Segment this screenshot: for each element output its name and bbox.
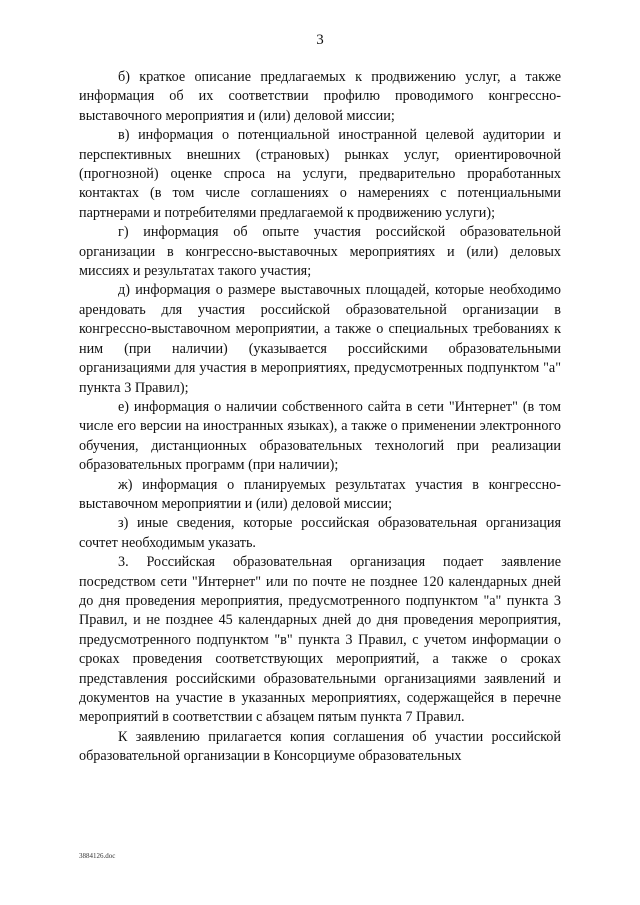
paragraph-e-website-info: е) информация о наличии собственного сайта в сети "Интернет" (в том числе его версии на иностранных языках), а также о применении электронного обучения, дистанционных образовательных технологий при реализации образовательных программ (при наличии); [79,398,561,474]
paragraph-d-exhibition-space: д) информация о размере выставочных площадей, которые необходимо арендовать для участия российской образовательной организации в конгрессно-выставочном мероприятии, а также о специальных требованиях к ним (при наличии) (указывается российскими образовательными организациями для участия в мероприятиях, предусмотренных подпунктом "а" пункта 3 Правил); [79,282,561,396]
document-body [79,68,561,767]
paragraph-3-application-submission: 3. Российская образовательная организация подает заявление посредством сети "Интернет" или по почте не позднее 120 календарных дней до дня проведения мероприятия, предусмотренного подпунктом "а" пункта 3 Правил, и не позднее 45 календарных дней до дня проведения мероприятия, предусмотренного подпунктом "в" пункта 3 Правил, с учетом информации о сроках проведения соответствующих мероприятий, а также о сроках представления российскими образовательными организациями заявлений и документов на участие в указанных мероприятиях, содержащейся в перечне мероприятий в соответствии с абзацем пятым пункта 7 Правил. [79,554,561,726]
page-number: 3 [316,32,324,48]
paragraph-v-target-audience: в) информация о потенциальной иностранной целевой аудитории и перспективных внешних (страновых) рынках услуг, ориентировочной (прогнозной) оценке спроса на услуги, предварительно проработанных контактах (в том числе соглашениях о намерениях с потенциальными партнерами и потребителями предлагаемой к продвижению услуги); [79,127,561,221]
paragraph-g-participation-experience: г) информация об опыте участия российской образовательной организации в конгрессно-выставочных мероприятиях и (или) деловых миссиях и результатах такого участия; [79,224,561,280]
paragraph-b-service-description: б) краткое описание предлагаемых к продвижению услуг, а также информация об их соответствии профилю проводимого конгрессно-выставочного мероприятия и (или) деловой миссии; [79,69,561,124]
paragraph-zh-planned-results: ж) информация о планируемых результатах участия в конгрессно-выставочном мероприятии и (или) деловой миссии; [79,476,561,512]
paragraph-attachment-agreement: К заявлению прилагается копия соглашения об участии российской образовательной организации в Консорциуме образовательных [79,728,561,765]
document-file-id: 3884126.doc [79,852,116,860]
paragraph-z-other-info: з) иные сведения, которые российская образовательная организация сочтет необходимым указать. [79,515,561,551]
